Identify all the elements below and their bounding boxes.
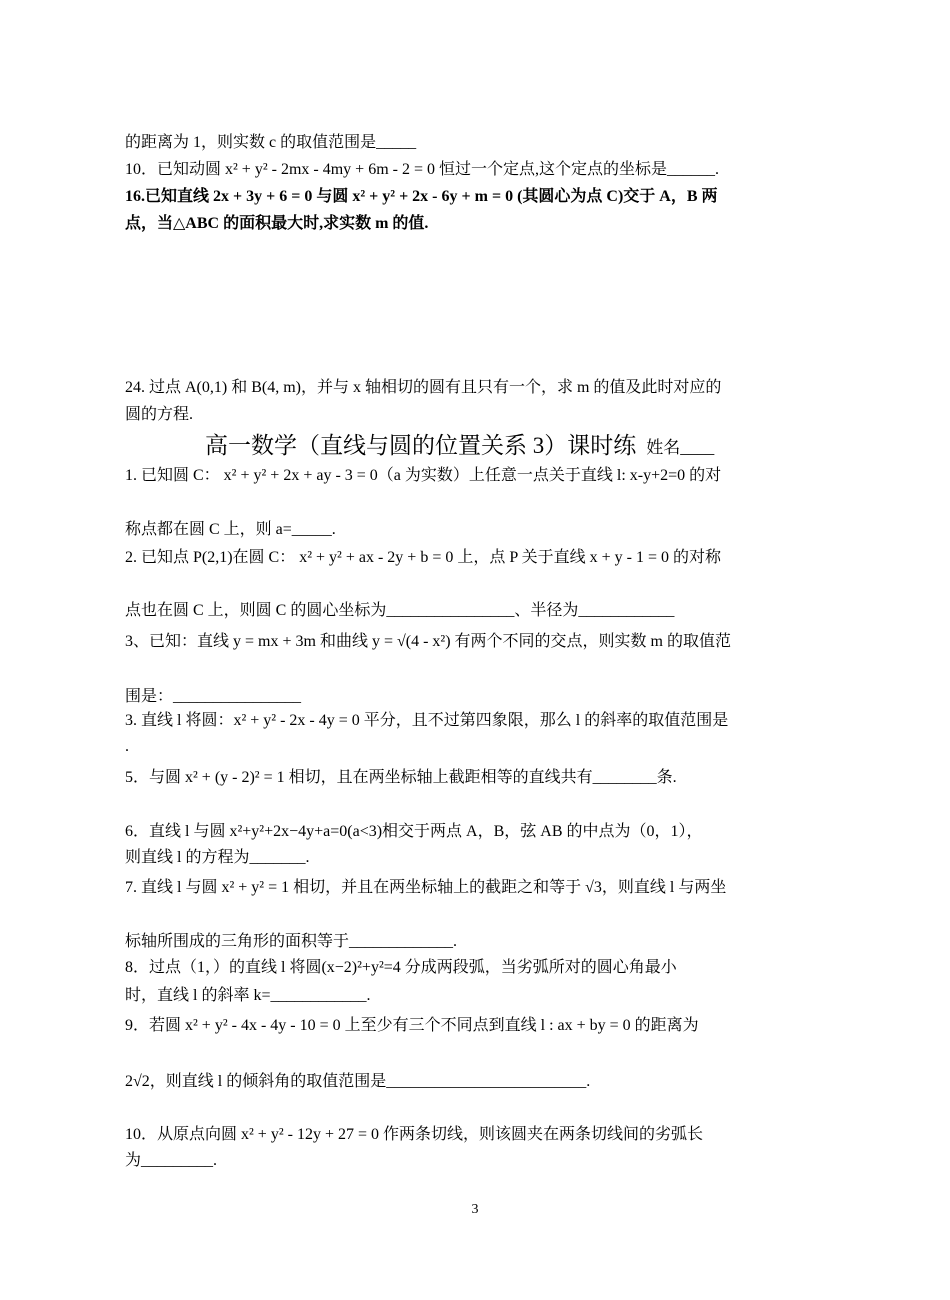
text-line: 9．若圆 x² + y² - 4x - 4y - 10 = 0 上至少有三个不同点到直线 l : ax + by = 0 的距离为 [125, 1017, 699, 1034]
text-line: 2. 已知点 P(2,1)在圆 C： x² + y² + ax - 2y + b = 0 上，点 P 关于直线 x + y - 1 = 0 的对称 [125, 549, 722, 566]
text-line: 10．从原点向圆 x² + y² - 12y + 27 = 0 作两条切线，则该圆夹在两条切线间的劣弧长 [125, 1126, 703, 1143]
text-line: 2√2，则直线 l 的倾斜角的取值范围是_________________________. [125, 1073, 591, 1090]
question-24-line: 24. 过点 A(0,1) 和 B(4, m)，并与 x 轴相切的圆有且只有一个，求 m 的值及此时对应的 [125, 379, 722, 396]
question-16-line: 点，当△ABC 的面积最大时,求实数 m 的值. [125, 215, 429, 232]
text-line: 10．已知动圆 x² + y² - 2mx - 4my + 6m - 2 = 0 恒过一个定点,这个定点的坐标是______. [125, 161, 719, 178]
text-line: . [125, 738, 129, 755]
text-line: 称点都在圆 C 上，则 a=_____. [125, 521, 336, 538]
text-line: 3、已知：直线 y = mx + 3m 和曲线 y = √(4 - x²) 有两个不同的交点，则实数 m 的取值范 [125, 633, 731, 650]
name-field-label: 姓名____ [646, 438, 715, 457]
page-number: 3 [471, 1202, 479, 1217]
text-line: 5．与圆 x² + (y - 2)² = 1 相切，且在两坐标轴上截距相等的直线共有________条. [125, 769, 677, 786]
text-line: 8．过点（1，）的直线 l 将圆(x−2)²+y²=4 分成两段弧，当劣弧所对的圆心角最小 [125, 959, 677, 976]
text-line: 3. 直线 l 将圆：x² + y² - 2x - 4y = 0 平分，且不过第四象限，那么 l 的斜率的取值范围是 [125, 712, 729, 729]
text-line: 6．直线 l 与圆 x²+y²+2x−4y+a=0(a<3)相交于两点 A，B，弦 AB 的中点为（0，1）， [125, 823, 703, 840]
text-line: 的距离为 1，则实数 c 的取值范围是_____ [125, 134, 417, 151]
text-line: 7. 直线 l 与圆 x² + y² = 1 相切，并且在两坐标轴上的截距之和等于 √3，则直线 l 与两坐 [125, 879, 727, 896]
text-line: 标轴所围成的三角形的面积等于_____________. [125, 933, 458, 950]
section-title [205, 427, 714, 460]
text-line: 点也在圆 C 上，则圆 C 的圆心坐标为________________、半径为____________ [125, 602, 675, 619]
section-title-text: 高一数学（直线与圆的位置关系 3）课时练 [205, 433, 637, 458]
question-24-line: 圆的方程. [125, 406, 194, 423]
text-line: 时，直线 l 的斜率 k=____________. [125, 987, 371, 1004]
text-line: 为_________. [125, 1152, 218, 1169]
text-line: 则直线 l 的方程为_______. [125, 849, 310, 866]
text-line: 围是：________________ [125, 688, 302, 705]
text-line: 1. 已知圆 C： x² + y² + 2x + ay - 3 = 0（a 为实数）上任意一点关于直线 l: x-y+2=0 的对 [125, 467, 722, 484]
question-16-line: 16.已知直线 2x + 3y + 6 = 0 与圆 x² + y² + 2x - 6y + m = 0 (其圆心为点 C)交于 A，B 两 [125, 188, 718, 205]
